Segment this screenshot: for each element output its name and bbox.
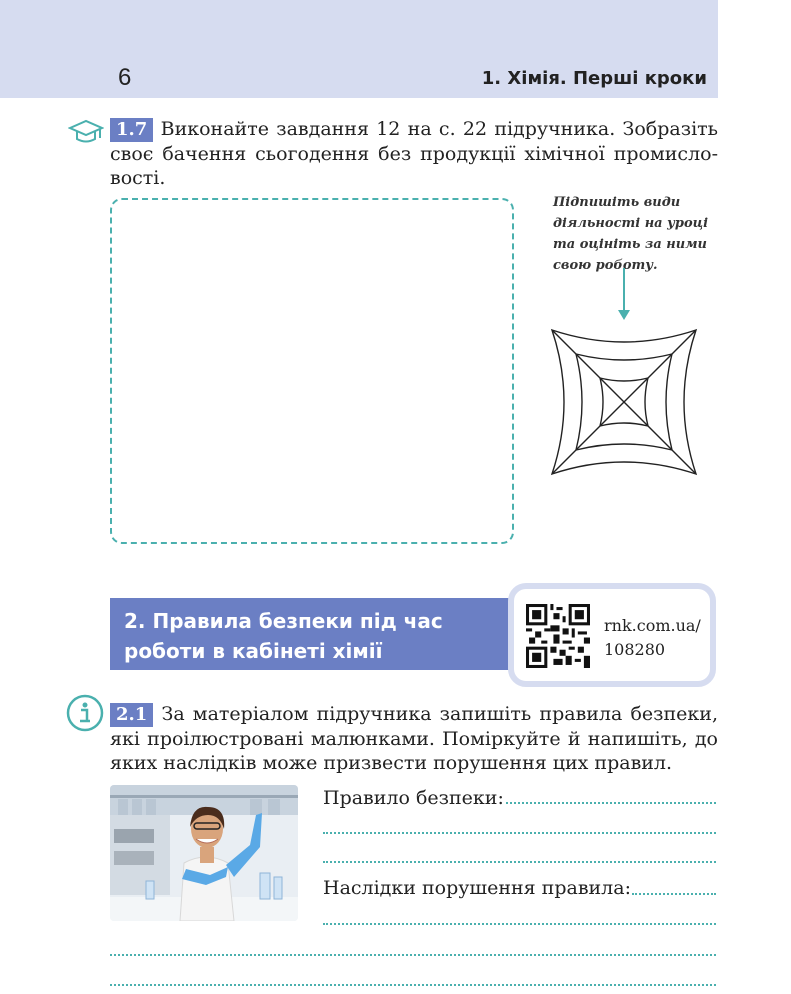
qr-code-icon[interactable] — [526, 604, 590, 668]
rule-answer-line[interactable] — [506, 802, 716, 804]
consequence-answer-line[interactable] — [110, 984, 716, 986]
consequence-answer-line[interactable] — [110, 954, 716, 956]
rule-label: Правило безпеки: — [323, 787, 504, 809]
task-text: За матеріалом підручника запишіть правила безпеки, які проілюстровані малюнками. Поміркуйте й напишіть, до яких наслідків може призвести порушення цих правил. — [110, 703, 719, 774]
qr-link[interactable] — [604, 614, 701, 662]
consequence-label: Наслідки порушення правила: — [323, 877, 631, 899]
consequence-answer-line[interactable] — [632, 893, 716, 895]
self-assessment-web[interactable] — [550, 328, 698, 476]
lab-scientist-photo — [110, 785, 298, 921]
chapter-title: 1. Хімія. Перші кроки — [481, 68, 707, 89]
task-1-7 — [110, 117, 718, 190]
section-title: 2. Правила безпеки під час роботи в кабінеті хімії — [124, 609, 443, 663]
task-2-1 — [110, 702, 718, 775]
qr-link-line2: 108280 — [604, 640, 666, 659]
consequence-answer-line[interactable] — [323, 923, 716, 925]
task-number: 2.1 — [110, 703, 153, 727]
info-icon — [66, 694, 104, 732]
drawing-area[interactable] — [110, 198, 514, 544]
graduation-cap-icon — [68, 117, 104, 147]
side-note: Підпишіть види діяльності на уроці та оцініть за ними свою роботу. — [553, 195, 709, 273]
task-number: 1.7 — [110, 118, 153, 142]
task-text: Виконайте завдання 12 на с. 22 підручника. Зобразіть своє бачення сьогодення без продукції хімічної промисловості. — [110, 118, 719, 189]
rule-answer-line[interactable] — [323, 861, 716, 863]
arrow-down-icon — [616, 268, 632, 320]
page-number: 6 — [118, 64, 132, 91]
rule-answer-line[interactable] — [323, 832, 716, 834]
qr-link-line1: rnk.com.ua/ — [604, 616, 701, 635]
